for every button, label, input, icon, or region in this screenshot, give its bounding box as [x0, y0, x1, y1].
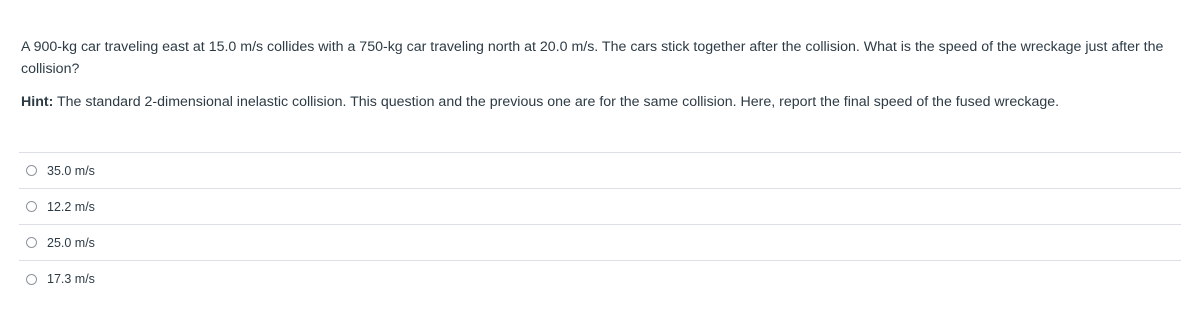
answer-option-1[interactable]	[19, 153, 1181, 189]
radio-button[interactable]	[26, 165, 37, 176]
answer-label: 12.2 m/s	[47, 199, 95, 214]
answer-option-3[interactable]	[19, 225, 1181, 261]
answer-label: 25.0 m/s	[47, 235, 95, 250]
answer-label: 17.3 m/s	[47, 272, 95, 286]
radio-button[interactable]	[26, 237, 37, 248]
hint-label: Hint:	[21, 94, 54, 110]
radio-button[interactable]	[26, 201, 37, 212]
radio-button[interactable]	[26, 274, 37, 285]
question-prompt: A 900-kg car traveling east at 15.0 m/s collides with a 750-kg car traveling north at 20.0 m/s. The cars stick together after the collision. What is the speed of the wreckage just after the collision?	[21, 39, 1164, 77]
answer-list	[19, 152, 1181, 297]
question-hint	[21, 91, 1181, 113]
answer-option-4[interactable]	[19, 261, 1181, 297]
question-block	[21, 36, 1181, 113]
answer-option-2[interactable]	[19, 189, 1181, 225]
answer-label: 35.0 m/s	[47, 163, 95, 178]
hint-text: The standard 2-dimensional inelastic collision. This question and the previous one are for the same collision. Here, report the final speed of the fused wreckage.	[53, 94, 1060, 110]
